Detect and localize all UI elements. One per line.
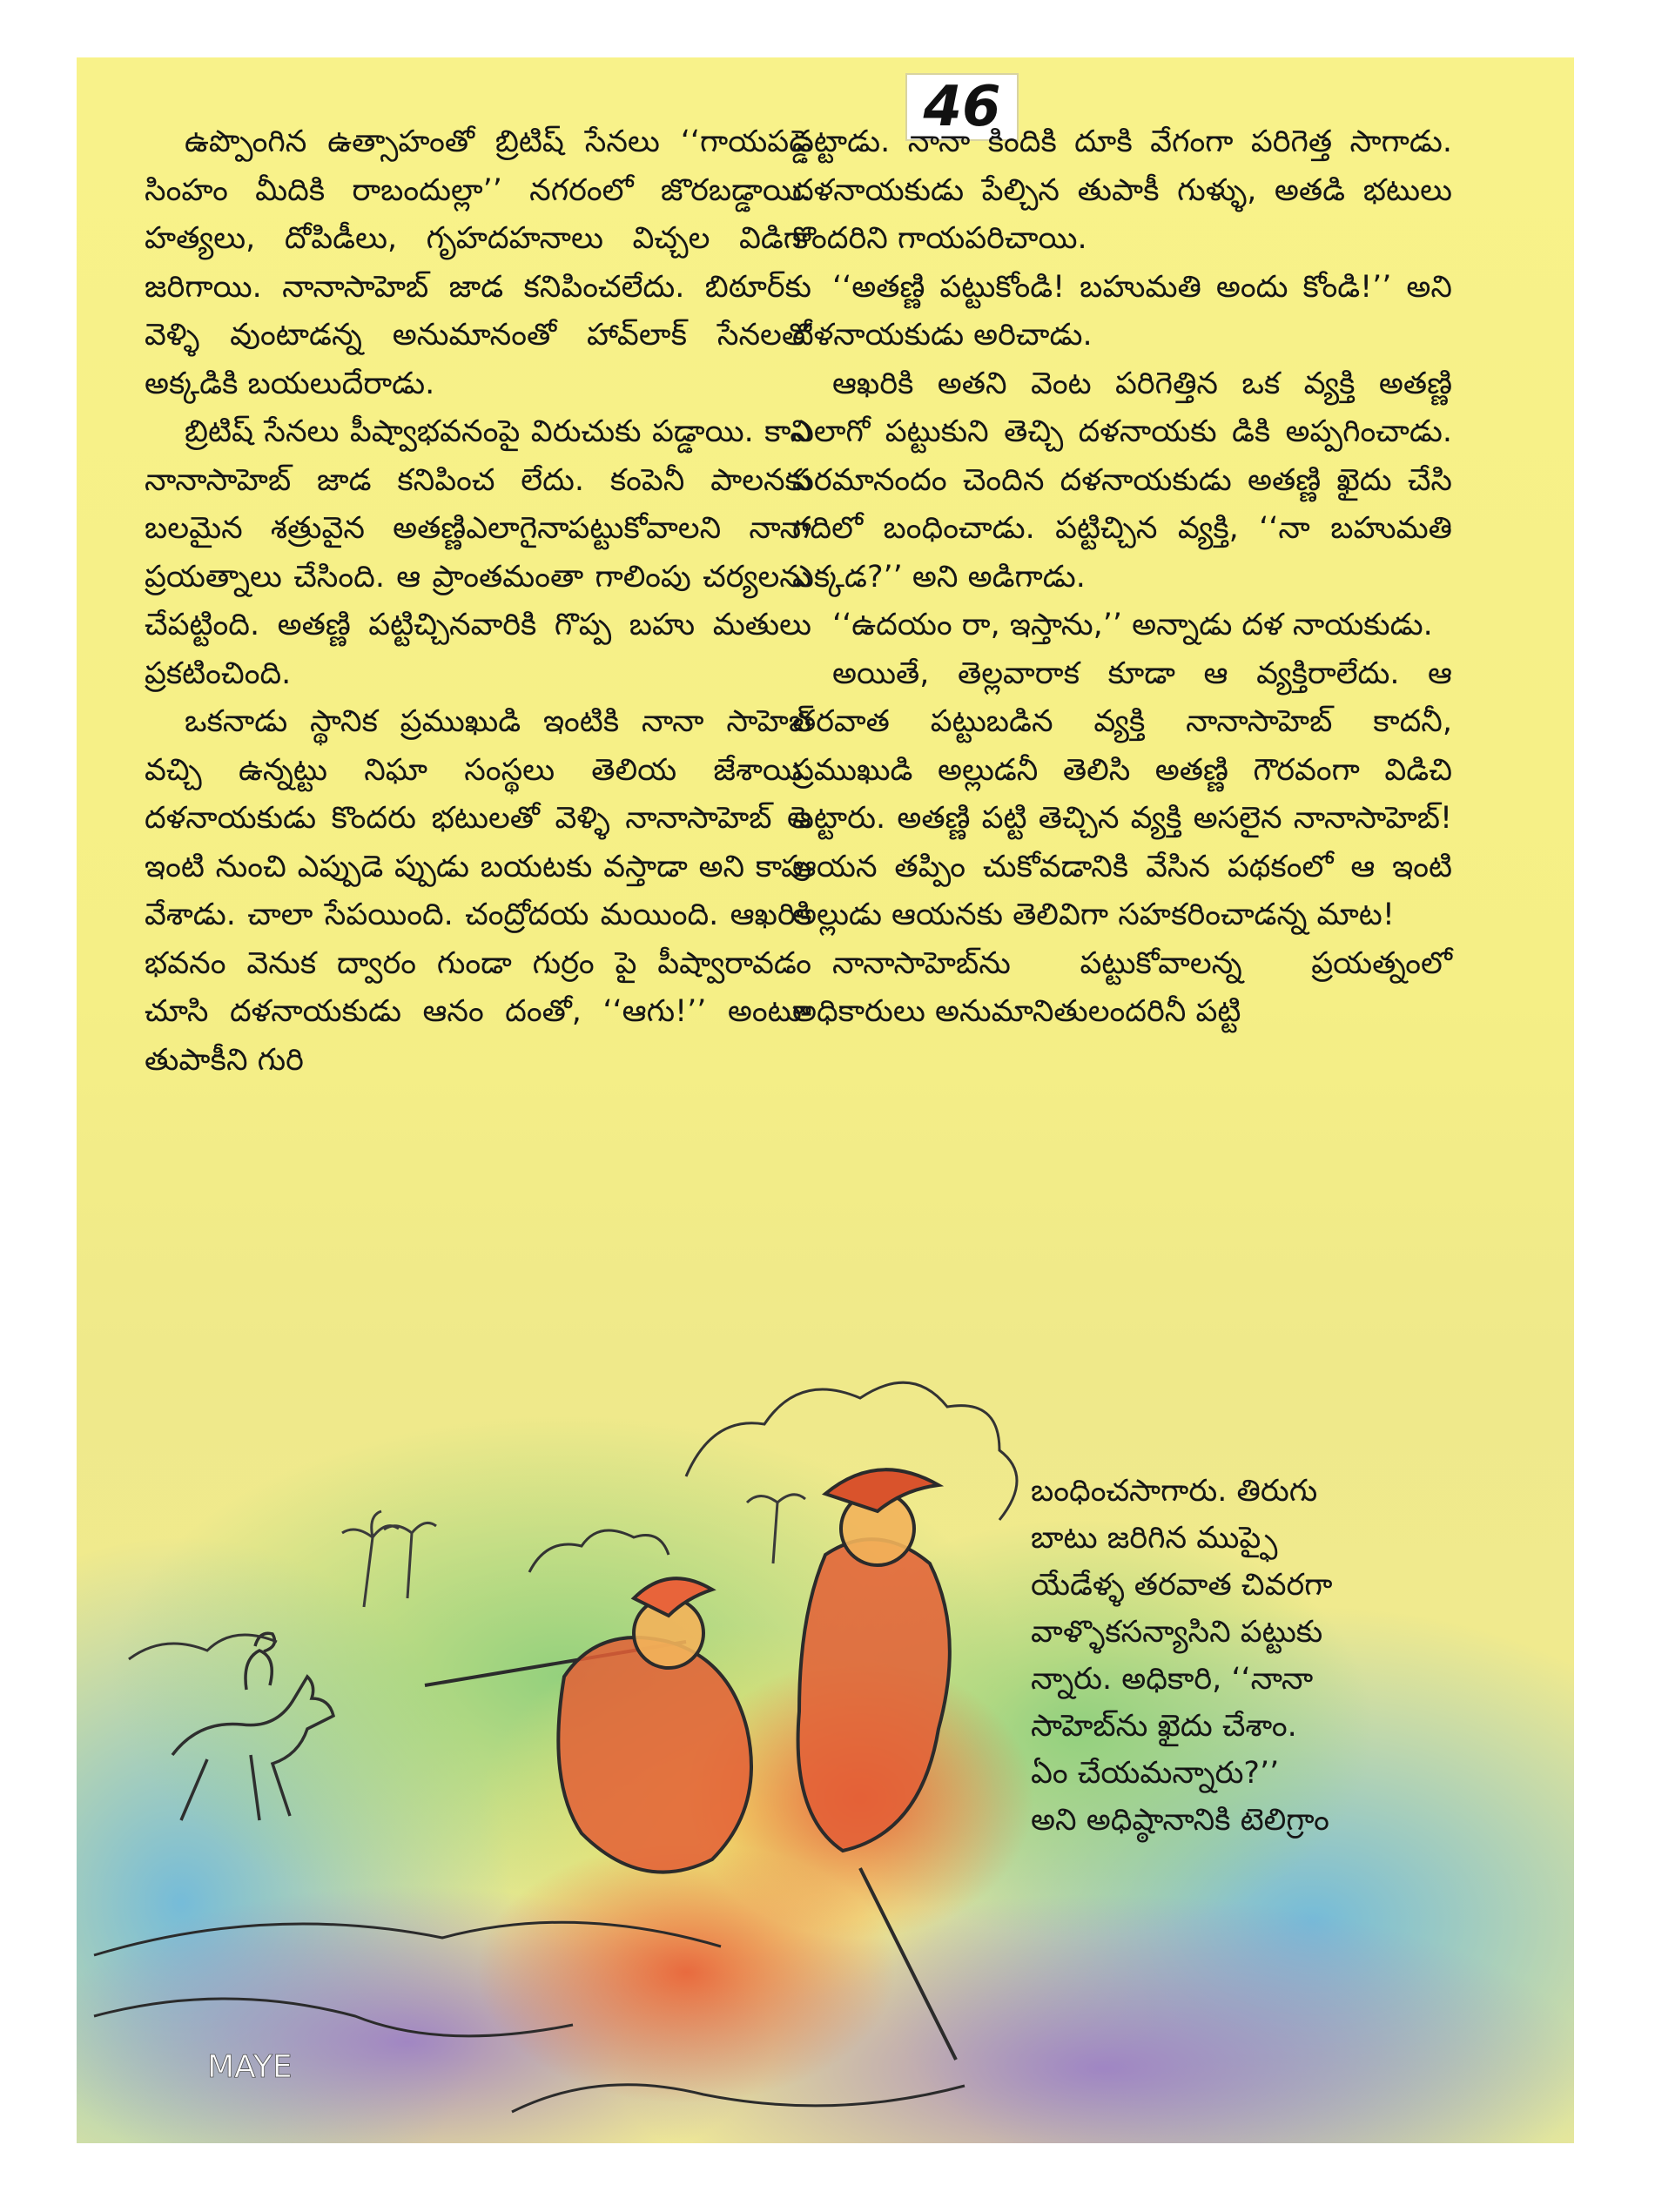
text-line: ఏం చేయమన్నారు?’’ xyxy=(1031,1756,1280,1791)
paragraph: ‘‘అతణ్ణి పట్టుకోండి! బహుమతి అందు కోండి!’’ అని దళనాయకుడు అరిచాడు. xyxy=(792,269,1452,353)
book-page xyxy=(77,57,1574,2143)
paragraph: ఉప్పొంగిన ఉత్సాహంతో బ్రిటిష్ సేనలు ‘‘గాయపడ్డ సింహం మీదికి రాబందుల్లా’’ నగరంలో జొరబడ్డాయి. హత్యలు, దోపిడీలు, గృహదహనాలు విచ్చల విడిగా జరిగాయి. నానాసాహెబ్ జాడ కనిపించలేదు. బిఠూర్‌కు వెళ్ళి వుంటాడన్న అనుమానంతో హావ్‌లాక్ సేనలతో అక్కడికి బయలుదేరాడు. xyxy=(145,124,811,401)
paragraph: నానాసాహెబ్‌ను పట్టుకోవాలన్న ప్రయత్నంలో అధికారులు అనుమానితులందరినీ పట్టి xyxy=(792,945,1452,1029)
text-line: యేడేళ్ళ తరవాత చివరగా xyxy=(1031,1568,1333,1603)
right-narrow-text xyxy=(1031,1468,1456,1844)
text-line: వాళ్ళొకసన్యాసిని పట్టుకు xyxy=(1031,1615,1323,1650)
text-line: న్నారు. అధికారి, ‘‘నానా xyxy=(1031,1662,1314,1697)
text-line: బంధించసాగారు. తిరుగు xyxy=(1031,1474,1318,1509)
paragraph: బ్రిటిష్ సేనలు పీష్వాభవనంపై విరుచుకు పడ్డాయి. కాని నానాసాహెబ్ జాడ కనిపించ లేదు. కంపెనీ పాలనకు బలమైన శత్రువైన అతణ్ణిఎలాగైనాపట్టుకోవాలని నానా ప్రయత్నాలు చేసింది. ఆ ప్రాంతమంతా గాలింపు చర్యలను చేపట్టింది. అతణ్ణి పట్టిచ్చినవారికి గొప్ప బహు మతులు ప్రకటించింది. xyxy=(145,414,811,691)
paragraph: అయితే, తెల్లవారాక కూడా ఆ వ్యక్తిరాలేదు. ఆ తరవాత పట్టుబడిన వ్యక్తి నానాసాహెబ్ కాదనీ, ప్రముఖుడి అల్లుడనీ తెలిసి అతణ్ణి గౌరవంగా విడిచి పెట్టారు. అతణ్ణి పట్టి తెచ్చిన వ్యక్తి అసలైన నానాసాహెబ్! ఆయన తప్పిం చుకోవడానికి వేసిన పథకంలో ఆ ఇంటి అల్లుడు ఆయనకు తెలివిగా సహకరించాడన్న మాట! xyxy=(792,656,1452,932)
text-line: అని అధిష్ఠానానికి టెలిగ్రాం xyxy=(1031,1803,1329,1838)
paragraph: ఒకనాడు స్థానిక ప్రముఖుడి ఇంటికి నానా సాహెబ్ వచ్చి ఉన్నట్టు నిఘా సంస్థలు తెలియ జేశాయి. దళనాయకుడు కొందరు భటులతో వెళ్ళి నానాసాహెబ్ ఆ ఇంటి నుంచి ఎప్పుడె ప్పుడు బయటకు వస్తాడా అని కాపు వేశాడు. చాలా సేపయింది. చంద్రోదయ మయింది. ఆఖరికి భవనం వెనుక ద్వారం గుండా గుర్రం పై పీష్వారావడం చూసి దళనాయకుడు ఆనం దంతో, ‘‘ఆగు!’’ అంటూ తుపాకీని గురి xyxy=(145,704,811,1078)
paragraph: ఆఖరికి అతని వెంట పరిగెత్తిన ఒక వ్యక్తి అతణ్ణి ఎలాగో పట్టుకుని తెచ్చి దళనాయకు డికి అప్పగించాడు. పరమానందం చెందిన దళనాయకుడు అతణ్ణి ఖైదు చేసి గదిలో బంధించాడు. పట్టిచ్చిన వ్యక్తి, ‘‘నా బహుమతి ఎక్కడ?’’ అని అడిగాడు. xyxy=(792,366,1452,595)
left-text-column xyxy=(145,118,811,1085)
text-line: బాటు జరిగిన ముప్ఫై xyxy=(1031,1521,1278,1556)
page-number: 46 xyxy=(905,73,1019,141)
paragraph: పెట్టాడు. నానా కిందికి దూకి వేగంగా పరిగెత్త సాగాడు. దళనాయకుడు పేల్చిన తుపాకీ గుళ్ళు, అతడి భటులు కొందరిని గాయపరిచాయి. xyxy=(792,124,1452,256)
artist-signature: MAYE xyxy=(207,2049,293,2085)
text-line: సాహెబ్‌ను ఖైదు చేశాం. xyxy=(1031,1709,1297,1744)
right-text-column xyxy=(792,118,1452,1037)
paragraph: ‘‘ఉదయం రా, ఇస్తాను,’’ అన్నాడు దళ నాయకుడు. xyxy=(832,608,1433,642)
